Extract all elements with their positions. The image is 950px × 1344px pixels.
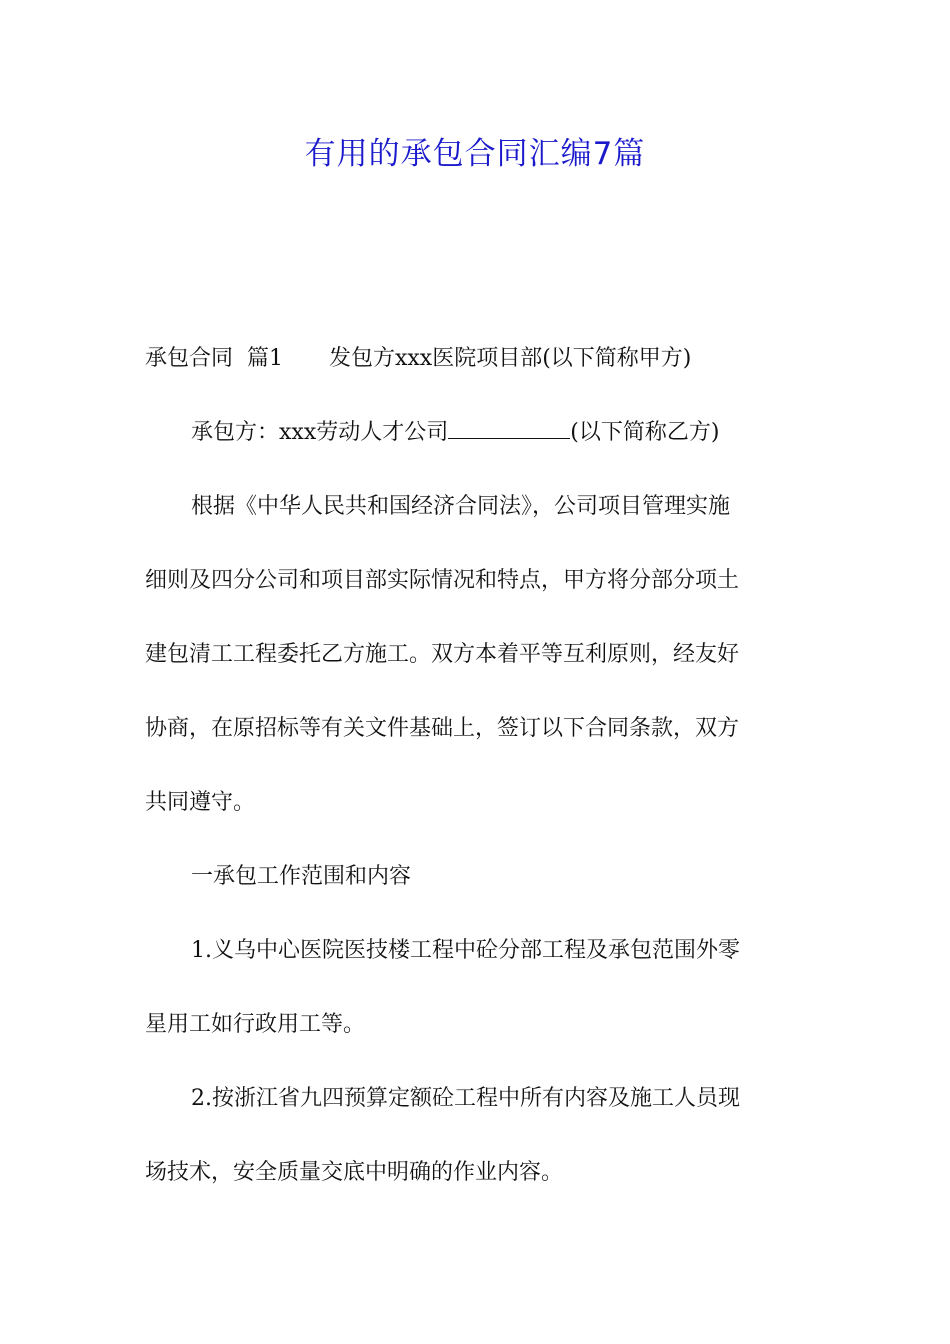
paragraph-line: 共同遵守。 xyxy=(145,790,256,815)
fill-in-blank xyxy=(448,418,570,439)
intro-paragraph xyxy=(145,470,805,840)
item-1-paragraph xyxy=(145,914,805,1062)
paragraph-line: 建包清工工程委托乙方施工。双方本着平等互利原则，经友好 xyxy=(145,642,740,667)
paragraph-line: 细则及四分公司和项目部实际情况和特点，甲方将分部分项土 xyxy=(145,568,740,593)
item-2-paragraph xyxy=(145,1062,805,1210)
header-line xyxy=(145,322,805,396)
paragraph-line: 场技术，安全质量交底中明确的作业内容。 xyxy=(145,1160,564,1185)
paragraph-line: 1.义乌中心医院医技楼工程中砼分部工程及承包范围外零 xyxy=(191,938,740,963)
section-one-heading xyxy=(145,840,805,914)
party-b-line xyxy=(145,396,805,470)
document-title: 有用的承包合同汇编7篇 xyxy=(304,136,646,172)
paragraph-line: 协商，在原招标等有关文件基础上，签订以下合同条款，双方 xyxy=(145,716,740,741)
section-label: 承包合同 篇1 xyxy=(145,346,283,371)
party-b-prefix: 承包方：xxx劳动人才公司 xyxy=(191,420,449,445)
party-a-text: 发包方xxx医院项目部(以下简称甲方) xyxy=(328,346,692,371)
section-heading-text: 一承包工作范围和内容 xyxy=(191,864,412,889)
party-b-suffix: (以下简称乙方) xyxy=(570,420,720,445)
paragraph-line: 根据《中华人民共和国经济合同法》，公司项目管理实施 xyxy=(191,494,731,519)
paragraph-line: 2.按浙江省九四预算定额砼工程中所有内容及施工人员现 xyxy=(191,1086,740,1111)
paragraph-line: 星用工如行政用工等。 xyxy=(145,1012,366,1037)
